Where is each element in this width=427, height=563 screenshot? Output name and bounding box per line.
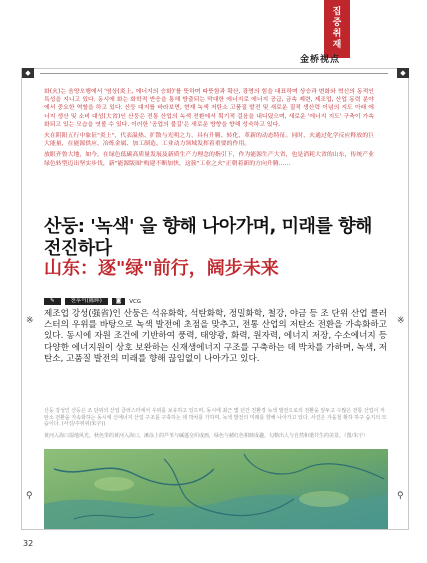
photo-credit: VCG — [129, 298, 142, 305]
article-body: 제조업 강성(强省)인 산둥은 석유화학, 석탄화학, 정밀화학, 철강, 야금 등 조 단위 산업 클러스터의 우위를 바탕으로 녹색 발전에 초점을 맞추고, 전통 산업의 저탄소 전환을 가속화하고 있다. 동시에 자원 조건에 기반하여 풍력, 태양광, 화력, 원자력, 에너지 저장, 수소에너지 등 다양한 에너지원이 상호 보완하는 신재생에너지 구조를 구축하는 데 박차를 가하며, 녹색, 저탄소, 고품질 발전의 미래를 향해 끊임없이 나아가고 있다. — [44, 309, 387, 364]
headline-chinese: 山东：逐"绿"前行，阔步未来 — [44, 258, 279, 279]
intro-korean: 화(火)는 음양오행에서 '염상(炎上, 에너지의 승화)'를 뜻하며 따뜻함과 확산, 광명의 힘을 대표하며 상승과 변화와 혁신의 동적인 특성을 지니고 있다. 동시에 화는 화학적 반응을 통해 방출되는 막대한 에너지로 에너지 공급, 금속 제련, 제조업, 산업 동력 분야에서 중요한 역할을 하고 있다. 산둥 대지를 바라보면, 현재 녹색 저탄소 고품질 발전 및 새로운 질적 생산력 이념의 지도 아래 에너지 생산 및 소비 대성(大省)인 산둥은 전통 산업의 녹색 전환에서 획기적 걸음을 내디뎠으며, 새로운 '에너지 지도' 구축이 가속화되고 있는 모습을 엿볼 수 있다. 이러한 '공업의 불길'은 새로운 방향을 향해 성숙하고 있다. — [44, 89, 374, 128]
author-name: 천후이(陈晖) — [65, 298, 108, 305]
headline-korean: 산둥: '녹색' 을 향해 나아가며, 미래를 향해 전진하다 — [44, 216, 372, 259]
tab-char: 취 — [332, 29, 342, 39]
header-rule — [40, 73, 388, 74]
tab-char: 재 — [332, 40, 342, 50]
side-ornament-icon: ※ — [26, 316, 34, 326]
side-ornament-icon: ⚲ — [26, 491, 33, 501]
intro-chinese-1: 火在阴阳五行中象征"炎上"，代表温热、扩散与光明之力，具有升腾、转化、革新的动态特征。同时，火通过化学反应释放的巨大能量，在能源供应、冶炼金属、加工制造、工业动力领域发挥着重要的作用。 — [44, 133, 374, 148]
wetland-photo-illustration — [44, 449, 388, 529]
column-title: 金桥视点 — [300, 55, 341, 65]
author-pen-icon: ✎ — [44, 298, 61, 305]
page-number: 32 — [23, 539, 34, 548]
intro-chinese-2: 放眼齐鲁大地，如今，在绿色低碳高质量发展及新质生产力理念的指引下，作为能源生产大省，也是消耗大省的山东，传统产业绿色转型迈出坚实步伐，新"能源版图"构建不断加快，这簇"工业之火"正朝着新的方向升腾…… — [44, 152, 374, 167]
photo-caption-korean: 산둥 강성인 산둥은 조 단위의 산업 클러스터에서 우위를 보유하고 있으며, 동시에 최근 몇 년간 친환경 녹색 발전으로의 전환을 앞두고 수많은 전통 산업이 저탄소 전환을 가속화하는 동시에 신에너지 산업 구조를 구축하는 데 박차를 가하며, 녹색 발전의 미래를 향해 나아가고 있다. 사진은 가을철 황하 하구 습지의 모습이다. (사진/주위위(朱宇)) — [44, 408, 387, 428]
tab-char: 집 — [332, 7, 342, 17]
byline — [44, 298, 141, 305]
tab-char: 중 — [332, 18, 342, 28]
wetland-photo — [44, 449, 388, 529]
photo-caption-chinese: 黄河入海口湿地风光。秋色里的黄河入海口，滩涂上的芦苇与碱蓬交织成画，绿色与赭红色相映成趣，勾勒出人与自然和谐共生的美景。（图/朱宇） — [44, 433, 369, 439]
corner-mark-icon: ◆ — [22, 68, 34, 78]
side-ornament-icon: ※ — [397, 316, 405, 326]
camera-icon: ◙ — [112, 298, 125, 305]
side-ornament-icon: ⚲ — [397, 491, 404, 501]
section-tab — [324, 0, 350, 58]
corner-mark-icon: ◆ — [397, 68, 409, 78]
intro-block — [44, 88, 374, 171]
